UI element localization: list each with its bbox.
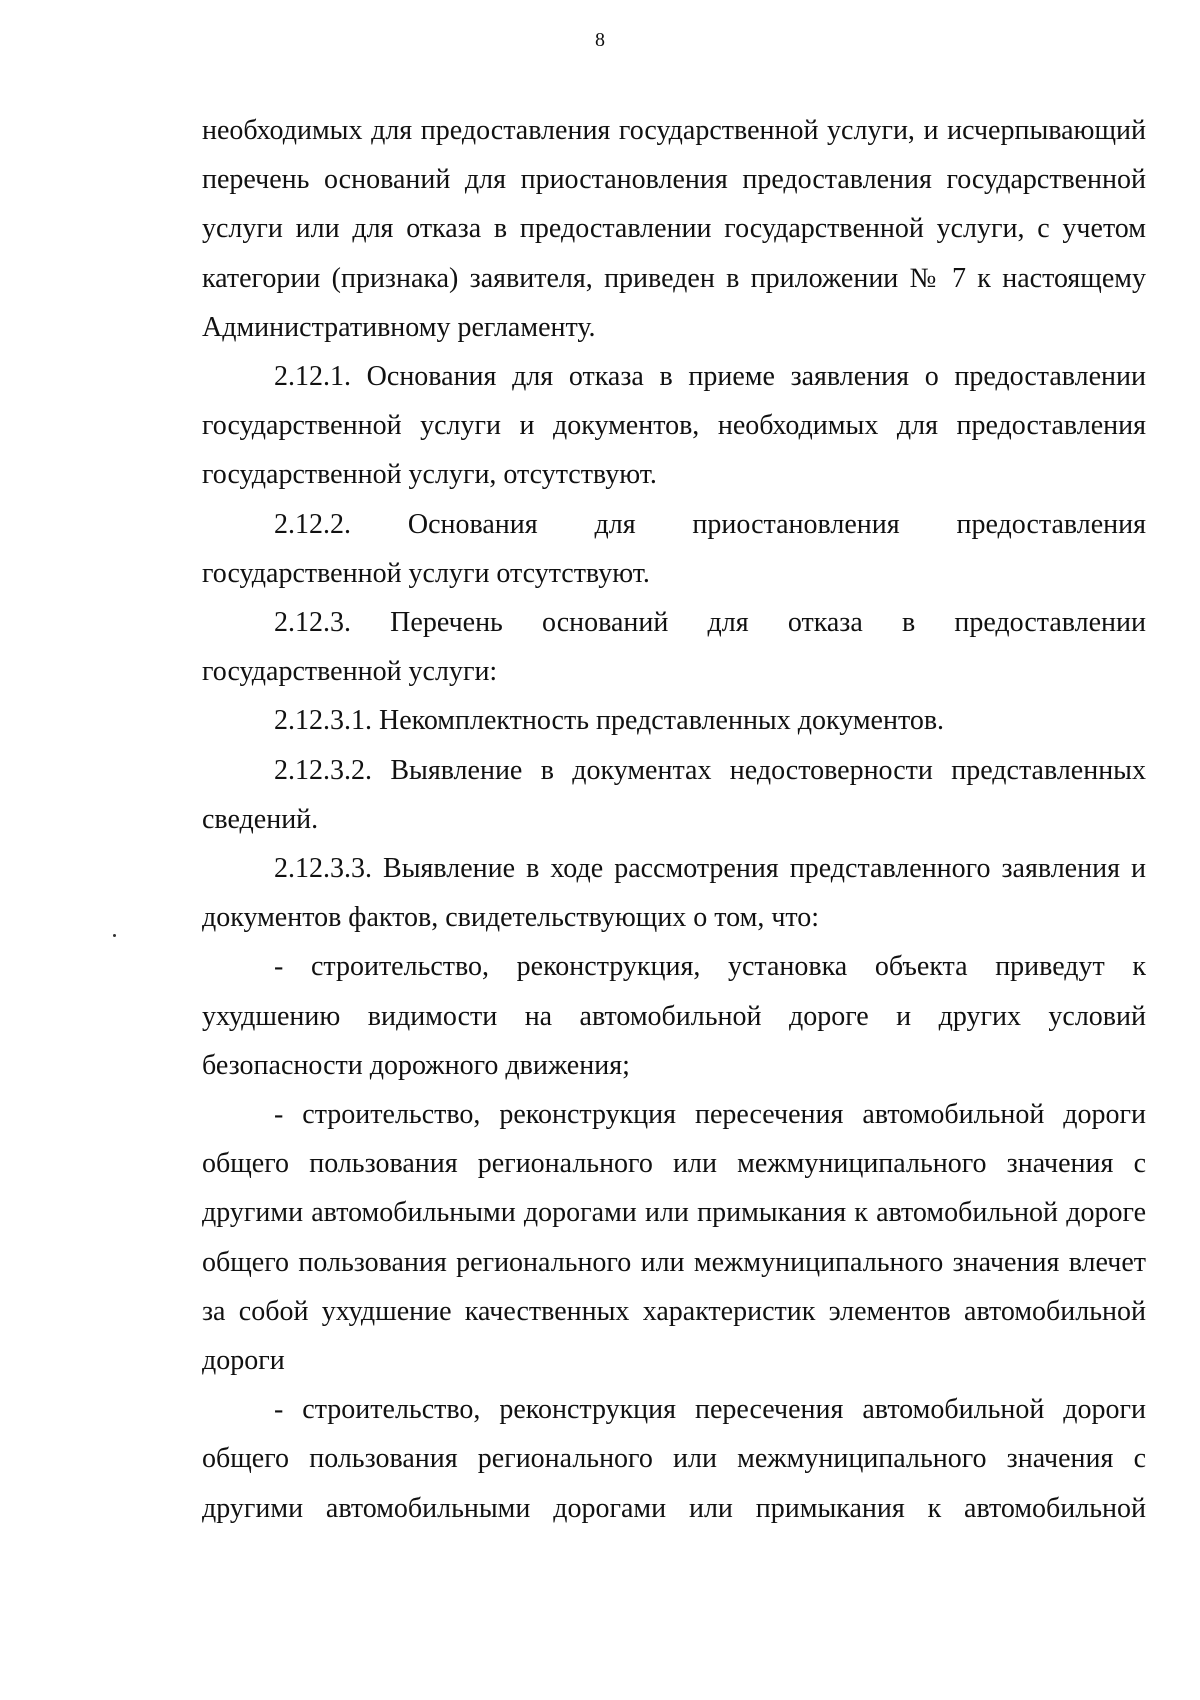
page-number: 8 (595, 29, 605, 51)
paragraph-2-12-3: 2.12.3. Перечень оснований для отказа в предоставлении государственной услуги: (202, 607, 1146, 688)
paragraph-2-12-1: 2.12.1. Основания для отказа в приеме заявления о предоставлении государственной услуги и документов, необходимых для предоставления государственной услуги, отсутствуют. (202, 361, 1146, 491)
list-item-road-intersection: - строительство, реконструкция пересечения автомобильной дороги общего пользования регионального или межмуниципального значения с другими автомобильными дорогами или примыкания к автомобильной (202, 1394, 1146, 1524)
list-item-visibility: - строительство, реконструкция, установка объекта приведут к ухудшению видимости на автомобильной дороге и других условий безопасности дорожного движения; (202, 951, 1146, 1081)
paragraph-2-12-3-3: 2.12.3.3. Выявление в ходе рассмотрения представленного заявления и документов фактов, свидетельствующих о том, что: (202, 853, 1146, 934)
paragraph-2-12-3-2: 2.12.3.2. Выявление в документах недостоверности представленных сведений. (202, 754, 1146, 835)
paragraph-continuation: необходимых для предоставления государственной услуги, и исчерпывающий перечень оснований для приостановления предоставления государственной услуги или для отказа в предоставлении государственной услуги, с учетом категории (признака) заявителя, приведен в приложении № 7 к настоящему Административному регламенту. (202, 115, 1146, 343)
paragraph-2-12-3-1: 2.12.3.1. Некомплектность представленных документов. (274, 705, 945, 737)
list-item-road-quality: - строительство, реконструкция пересечения автомобильной дороги общего пользования регионального или межмуниципального значения с другими автомобильными дорогами или примыкания к автомобильной дороге общего пользования регионального или межмуниципального значения влечет за собой ухудшение качественных характеристик элементов автомобильной дороги (202, 1099, 1146, 1377)
document-body (202, 106, 1146, 1533)
paragraph-2-12-2: 2.12.2. Основания для приостановления предоставления государственной услуги отсутствуют. (202, 508, 1146, 589)
scan-speck (113, 934, 116, 937)
